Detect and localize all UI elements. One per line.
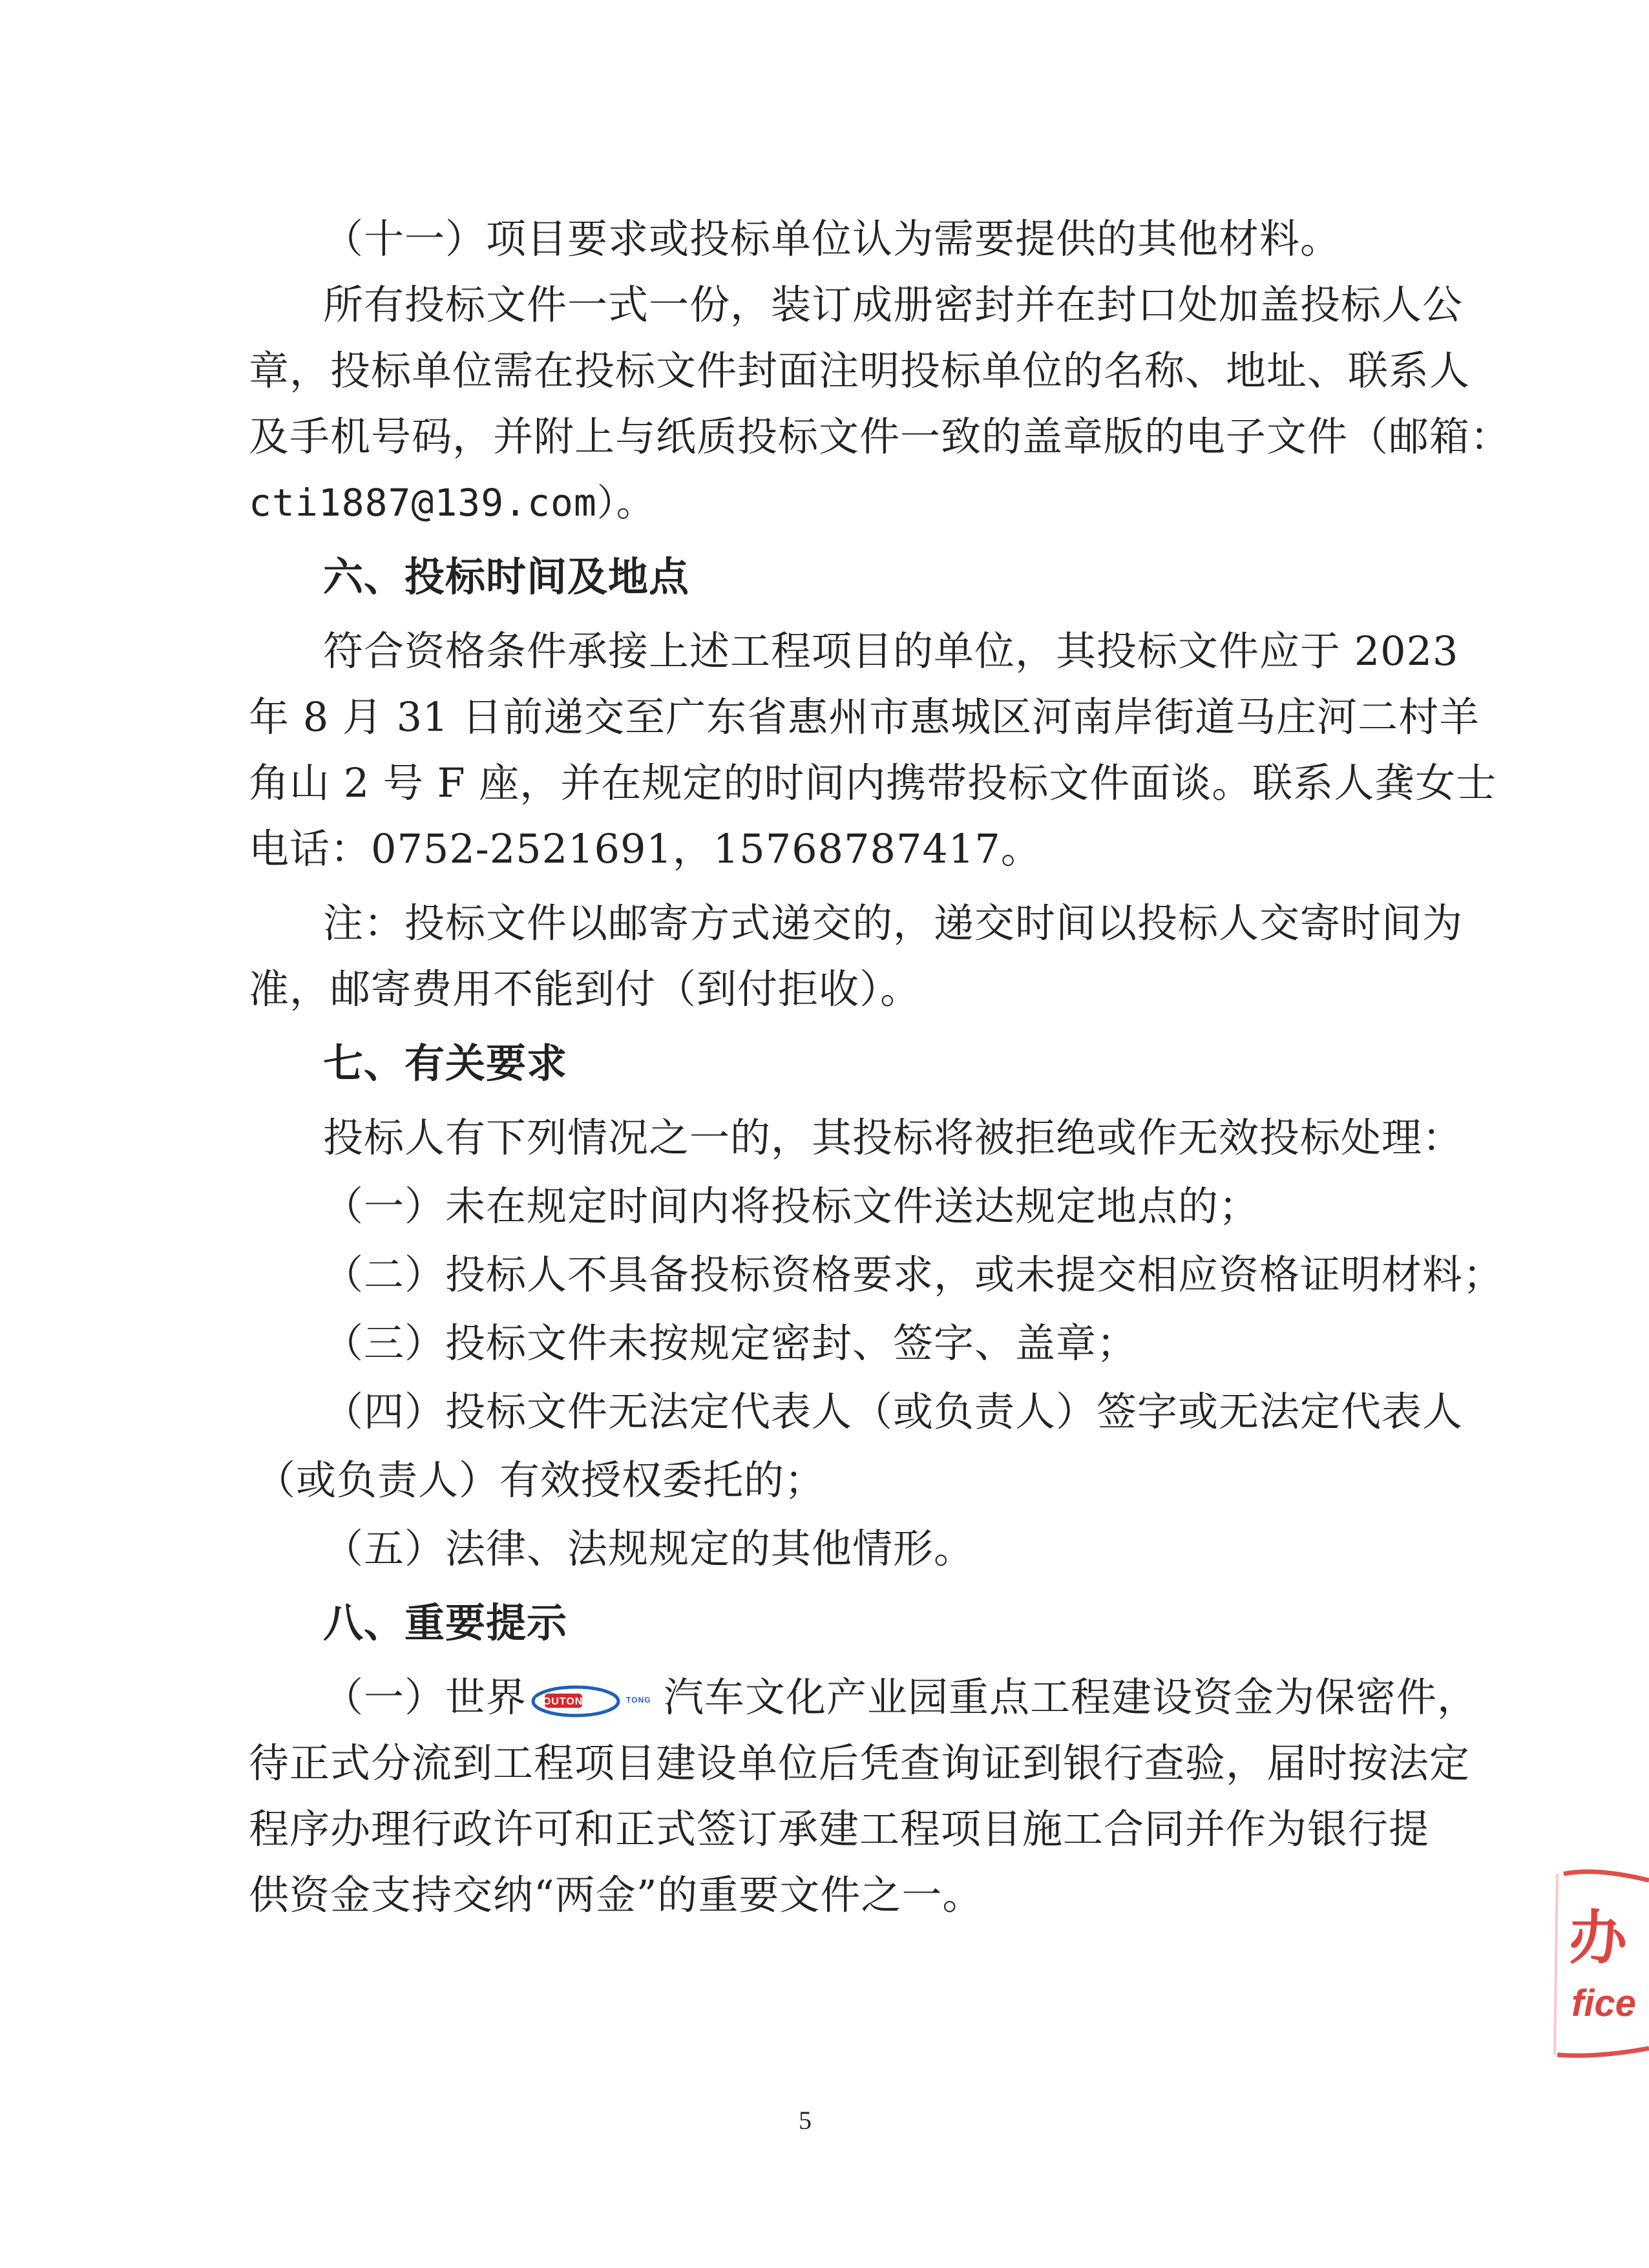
page-number: 5	[799, 2106, 812, 2135]
list-item: （五）法律、法规规定的其他情形。	[323, 1525, 975, 1572]
section-heading-8: 八、重要提示	[323, 1599, 568, 1646]
paragraph-text: （一）世界	[323, 1674, 527, 1721]
svg-text:办: 办	[1569, 1904, 1627, 1972]
list-item: （二）投标人不具备投标资格要求，或未提交相应资格证明材料；	[323, 1251, 1504, 1298]
list-item: （四）投标文件无法定代表人（或负责人）签字或无法定代表人	[323, 1388, 1464, 1435]
paragraph-line: 所有投标文件一式一份，装订成册密封并在封口处加盖投标人公	[323, 281, 1464, 328]
paragraph-line: 供资金支持交纳“两金”的重要文件之一。	[249, 1871, 983, 1918]
svg-text:fice: fice	[1571, 1982, 1636, 2024]
paragraph-text: 汽车文化产业园重点工程建设资金为保密件，	[664, 1674, 1478, 1721]
paragraph-line: 章，投标单位需在投标文件封面注明投标单位的名称、地址、联系人	[249, 347, 1471, 394]
paragraph-item-eleven: （十一）项目要求或投标单位认为需要提供的其他材料。	[323, 215, 1341, 262]
paragraph-line: 年 8 月 31 日前递交至广东省惠州市惠城区河南岸街道马庄河二村羊	[249, 693, 1480, 740]
email-address: cti1887@139.com）。	[249, 481, 655, 525]
contact-phone: 电话：0752-2521691，15768787417。	[249, 825, 1042, 872]
paragraph-line: 投标人有下列情况之一的，其投标将被拒绝或作无效投标处理：	[323, 1114, 1464, 1161]
paragraph-line: 及手机号码，并附上与纸质投标文件一致的盖章版的电子文件（邮箱：	[249, 413, 1511, 460]
list-item-continuation: （或负责人）有效授权委托的；	[255, 1456, 826, 1504]
section-heading-7: 七、有关要求	[323, 1040, 568, 1087]
youtong-logo	[530, 1680, 660, 1716]
paragraph-line: 待正式分流到工程项目建设单位后凭查询证到银行查验，届时按法定	[249, 1739, 1471, 1787]
section-heading-6: 六、投标时间及地点	[323, 553, 690, 600]
paragraph-line: 程序办理行政许可和正式签订承建工程项目施工合同并作为银行提	[249, 1805, 1430, 1853]
list-item: （一）未在规定时间内将投标文件送达规定地点的；	[323, 1182, 1260, 1230]
svg-text:TONG: TONG	[626, 1695, 651, 1705]
paragraph-line: 符合资格条件承接上述工程项目的单位，其投标文件应于 2023	[323, 627, 1459, 675]
paragraph-line: 角山 2 号 F 座，并在规定的时间内携带投标文件面谈。联系人龚女士	[249, 759, 1497, 806]
svg-text:YOUTONG: YOUTONG	[535, 1696, 592, 1707]
note-line: 准，邮寄费用不能到付（到付拒收）。	[249, 965, 921, 1013]
paragraph-line-with-logo	[323, 1672, 1478, 1723]
red-seal-stamp	[1538, 1861, 1649, 2068]
note-line: 注：投标文件以邮寄方式递交的，递交时间以投标人交寄时间为	[323, 899, 1464, 947]
list-item: （三）投标文件未按规定密封、签字、盖章；	[323, 1319, 1138, 1367]
